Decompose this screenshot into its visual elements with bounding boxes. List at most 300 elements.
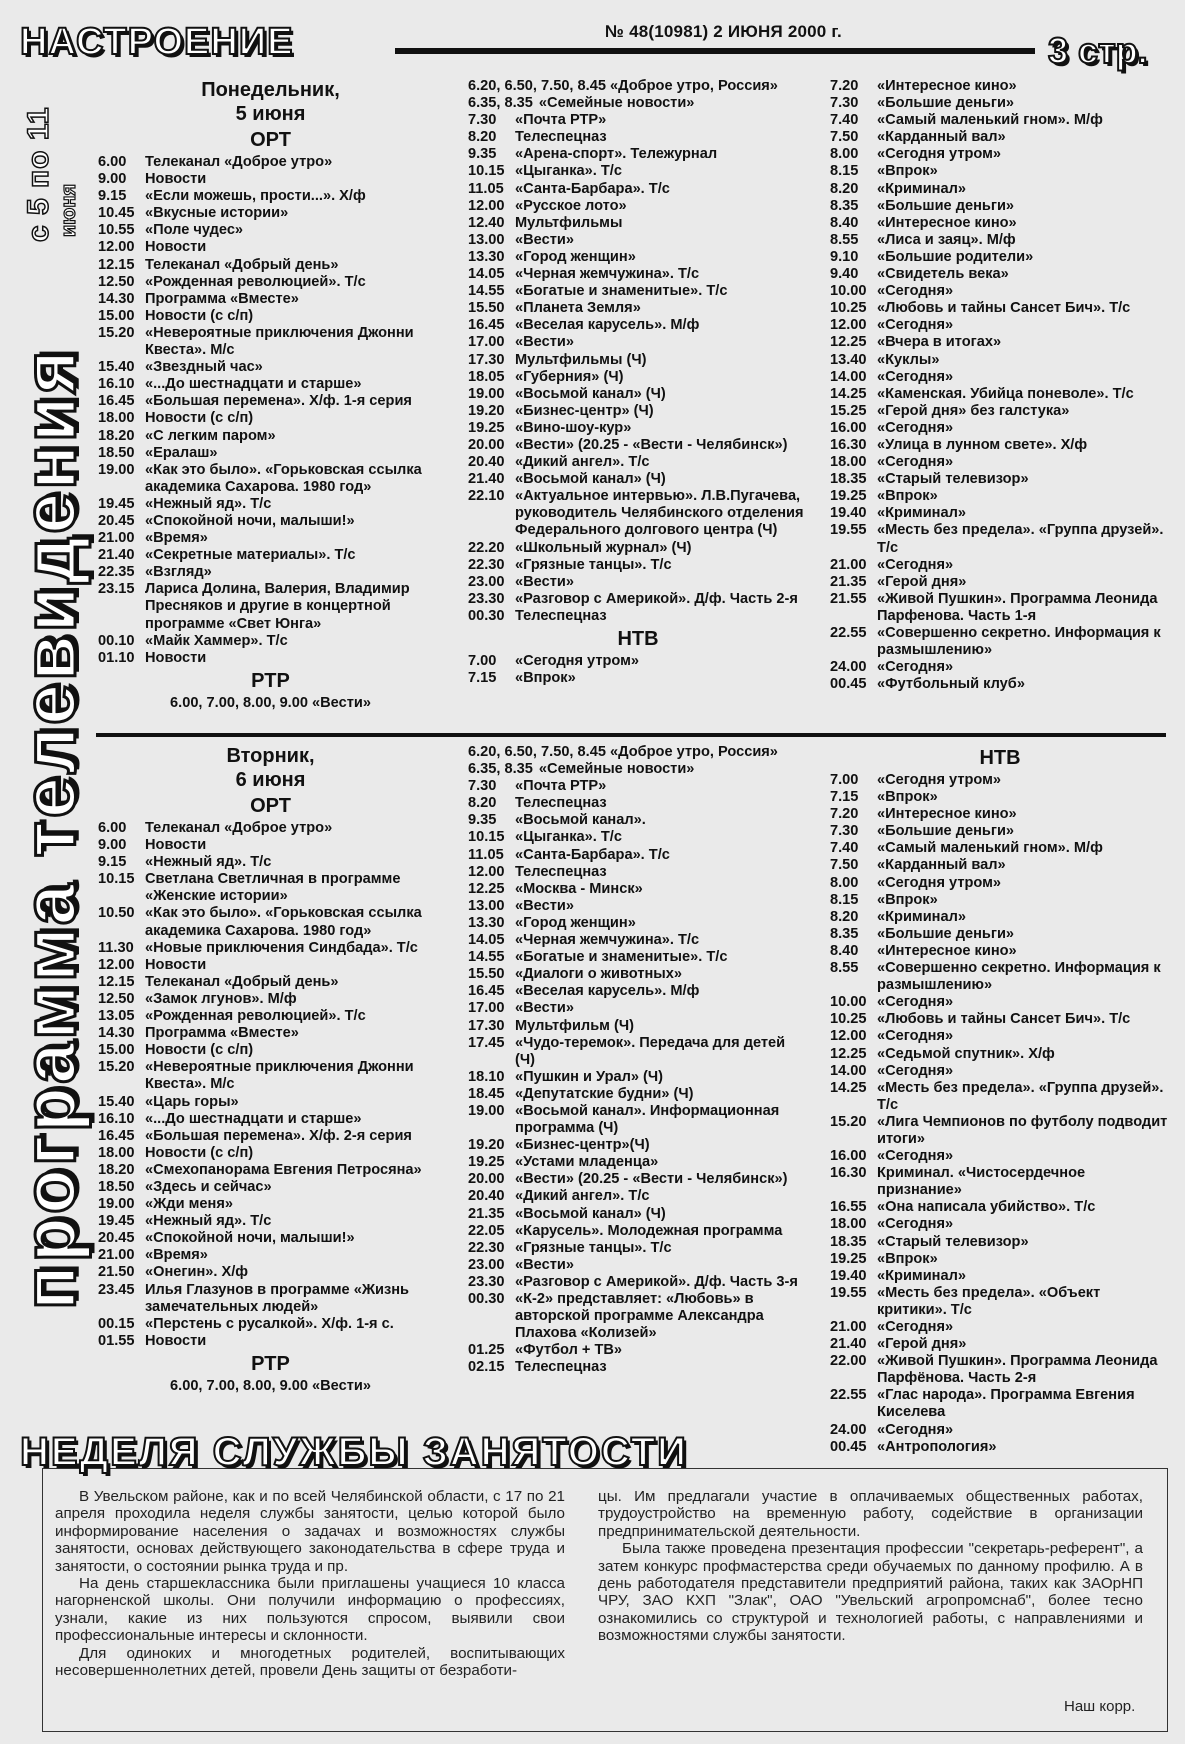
program-entry [468,591,808,608]
program-time: 16.10 [98,376,135,393]
program-title: «Семейные новости» [538,95,695,112]
program-title: «Самый маленький гном». М/ф [877,112,1103,129]
program-title: «Впрок» [877,163,938,180]
program-title: «Месть без предела». «Группа друзей». Т/с [877,522,1164,556]
monday-column-3 [830,78,1170,693]
program-title: «Нежный яд». Т/с [145,495,272,512]
program-entry [830,215,1170,232]
program-title: «Как это было». «Горьковская ссылка академика Сахарова. 1980 год» [145,905,422,939]
program-entry [98,564,443,581]
program-time: 15.50 [468,300,505,317]
program-title: «Губерния» (Ч) [515,368,624,385]
article-paragraph: На день старшеклассника были приглашены учащиеся 10 класса нагорненской школы. Они получили информацию о профессиях, узнали, какие из них пользуются спросом, выявили свои профессиональные интересы и склонности. [55,1575,565,1645]
program-title: «Школьный журнал» (Ч) [515,539,692,556]
program-title: «Карусель». Молодежная программа [515,1222,783,1239]
program-time: 20.45 [98,1230,135,1247]
program-time: 17.00 [468,334,505,351]
program-entry [468,454,808,471]
channel-heading: РТР [251,669,290,692]
program-time: 10.50 [98,905,135,922]
program-title: «Сегодня» [877,659,954,676]
program-title: «Месть без предела». «Группа друзей». Т/с [877,1079,1164,1113]
program-title: «Сегодня» [877,556,954,573]
program-time: 00.30 [468,607,505,624]
program-title: «Санта-Барбара». Т/с [515,846,670,863]
program-entry [98,1196,443,1213]
program-title: «Любовь и тайны Сансет Бич». Т/с [877,1011,1131,1028]
program-title: «Жди меня» [145,1196,233,1213]
side-section-title: программа телевидения [8,347,91,1310]
program-title: «Город женщин» [515,248,636,265]
program-time: 01.25 [468,1342,505,1359]
program-title: «Сегодня» [877,454,954,471]
program-title: «Депутатские будни» (Ч) [515,1085,694,1102]
program-entry [830,1251,1170,1268]
program-entry [830,994,1170,1011]
program-entry [468,1223,808,1240]
article-column-left [55,1488,565,1679]
program-entry [98,308,443,325]
program-entry [468,761,808,778]
program-title: «Майк Хаммер». Т/с [145,632,288,649]
program-title: «Сегодня» [877,283,954,300]
program-entry [98,905,443,939]
program-entry [830,909,1170,926]
program-title: «Она написала убийство». Т/с [877,1199,1096,1216]
program-time: 15.20 [98,324,135,341]
program-entry [830,471,1170,488]
program-title: «Актуальное интервью». Л.В.Пугачева, руководитель Челябинского отделения Федерального долгового центра (Ч) [515,488,804,539]
program-title: «Нежный яд». Т/с [145,1213,272,1230]
program-entry [98,650,443,667]
program-title: «Совершенно секретно. Информация к размышлению» [877,625,1161,659]
program-entry [830,875,1170,892]
program-time: 19.45 [98,1213,135,1230]
program-title: «Звездный час» [145,359,263,376]
program-title: «Футбол + ТВ» [515,1342,623,1359]
program-title: «Живой Пушкин». Программа Леонида Парфёнова. Часть 2-я [877,1353,1158,1387]
program-entry [468,300,808,317]
program-entry [98,188,443,205]
program-title: «Сегодня» [877,419,954,436]
program-entry [468,1257,808,1274]
program-time: 18.20 [98,1161,135,1178]
program-time: 23.30 [468,590,505,607]
program-entry [468,1000,808,1017]
program-time: 21.00 [98,1247,135,1264]
program-time: 18.00 [98,1144,135,1161]
program-entry [830,129,1170,146]
program-title: «Сегодня» [877,317,954,334]
program-time: 12.50 [98,990,135,1007]
program-list [98,820,443,1350]
program-title: «Сегодня утром» [877,772,1002,788]
program-time: 6.35, 8.35 [468,95,533,112]
program-time: 00.45 [830,676,867,693]
program-entry [468,1240,808,1257]
program-entry [830,676,1170,693]
program-entry [830,659,1170,676]
program-title: «Свидетель века» [877,266,1009,283]
article-paragraph: Для одиноких и многодетных родителей, воспитывающих несовершеннолетних детей, провели День защиты от безработи- [55,1644,565,1680]
program-time: 21.50 [98,1264,135,1281]
program-title: «Криминал» [877,505,966,522]
program-entry [468,1291,808,1342]
program-time: 10.15 [468,163,505,180]
program-title: «Бизнес-центр» (Ч) [515,402,654,419]
program-title: «Совершенно секретно. Информация к размышлению» [877,960,1161,994]
program-entry [830,437,1170,454]
program-entry [468,198,808,215]
program-time: 00.45 [830,1438,867,1455]
program-time: 8.15 [830,163,859,180]
program-entry [468,812,808,829]
program-title: «Криминал» [877,908,966,925]
program-entry [98,820,443,837]
program-time: 8.20 [830,908,859,925]
program-entry [468,249,808,266]
program-title: Новости [145,1332,207,1349]
program-title: «Живой Пушкин». Программа Леонида Парфенова. Часть 1-я [877,590,1158,624]
program-title: «Смехопанорама Евгения Петросяна» [145,1161,422,1178]
section-divider [96,733,1166,737]
program-time: 20.45 [98,512,135,529]
program-entry [468,437,808,454]
program-entry [468,608,808,625]
program-time: 19.00 [98,461,135,478]
program-time: 14.25 [830,385,867,402]
program-time: 11.30 [98,939,134,956]
program-entry [468,1154,808,1171]
program-time: 18.50 [98,444,135,461]
program-entry [468,1103,808,1137]
program-title: «Впрок» [877,488,938,505]
program-entry [468,266,808,283]
program-title: «Вести» [515,231,574,248]
program-entry [98,991,443,1008]
program-time: 19.55 [830,522,867,539]
program-entry [830,1063,1170,1080]
program-entry [830,146,1170,163]
program-time: 15.20 [830,1113,867,1130]
program-entry [830,1148,1170,1165]
program-time: 14.25 [830,1079,867,1096]
program-entry [468,181,808,198]
program-entry [830,522,1170,556]
program-entry [830,454,1170,471]
program-time: 7.00 [468,653,497,669]
article-paragraph: В Увельском районе, как и по всей Челябинской области, с 17 по 21 апреля проходила неделя службы занятости, целью которой было информирование населения о задачах и возможностях службы занятости, основах действующего законодательства в сфере труда и занятости, о состоянии рынка труда и пр. [55,1488,565,1575]
program-title: «Устами младенца» [515,1154,659,1171]
program-title: «С легким паром» [145,427,276,444]
program-time: 18.35 [830,1233,867,1250]
program-entry [98,957,443,974]
program-title: Новости (с с/п) [145,307,254,324]
program-entry [98,633,443,650]
program-time: 00.15 [98,1315,135,1332]
program-entry [468,1188,808,1205]
program-time: 8.00 [830,146,859,163]
day-name: Понедельник, [201,79,340,101]
program-time: 19.00 [468,385,505,402]
program-entry [98,1111,443,1128]
program-time: 21.00 [830,556,867,573]
program-time: 14.55 [468,949,505,966]
program-title: Телеканал «Добрый день» [145,973,339,990]
program-title: «Криминал» [877,1267,966,1284]
program-list [830,78,1170,693]
program-time: 18.00 [830,1216,867,1233]
program-title: «Замок лгунов». М/ф [145,990,297,1007]
program-time: 10.55 [98,222,135,239]
program-title: «Сегодня» [877,1028,954,1045]
program-time: 16.30 [830,436,867,453]
program-entry [830,823,1170,840]
program-time: 01.55 [98,1332,135,1349]
program-time: 15.50 [468,966,505,983]
program-title: Телеспецназ [515,863,607,880]
program-time: 14.00 [830,1062,867,1079]
program-time: 9.35 [468,146,497,163]
program-time: 21.40 [830,1336,867,1353]
program-entry [830,840,1170,857]
program-time: 13.00 [468,231,505,248]
program-entry [468,670,808,687]
program-time: 23.30 [468,1273,505,1290]
program-title: «Большие деньги» [877,823,1015,840]
program-title: Мультфильмы [515,214,623,231]
program-entry [830,1268,1170,1285]
program-title: «Богатые и знаменитые». Т/с [515,283,728,300]
program-entry [468,1137,808,1154]
program-title: «Дикий ангел». Т/с [515,454,650,471]
program-list [468,95,808,625]
program-entry [98,1128,443,1145]
side-dates [22,82,80,242]
program-title: «Интересное кино» [877,806,1017,823]
program-time: 21.35 [830,573,867,590]
article-title: НЕДЕЛЯ СЛУЖБЫ ЗАНЯТОСТИ [20,1430,688,1474]
program-title: «Восьмой канал» (Ч) [515,1205,666,1222]
program-time: 9.35 [468,812,497,829]
program-time: 11.05 [468,180,504,197]
program-time: 9.00 [98,837,127,854]
program-list [468,653,808,687]
program-entry [468,949,808,966]
program-entry [98,871,443,905]
program-title: Новости (с с/п) [145,1144,254,1161]
program-title: «Вести» [515,573,574,590]
program-entry [830,892,1170,909]
program-time: 8.20 [468,795,497,812]
program-time: 10.00 [830,994,867,1011]
program-time: 22.20 [468,539,505,556]
program-entry [98,462,443,496]
program-entry [468,898,808,915]
channel-heading: ОРТ [250,129,291,151]
program-title: «Цыганка». Т/с [515,829,622,846]
monday-column-2 [468,78,808,687]
program-entry [830,1353,1170,1387]
program-entry [468,403,808,420]
program-time: 17.30 [468,1017,505,1034]
program-title: «Город женщин» [515,914,636,931]
program-time: 14.55 [468,283,505,300]
program-time: 19.20 [468,1137,505,1154]
program-time: 12.00 [98,239,135,256]
program-entry [468,471,808,488]
masthead: НАСТРОЕНИЕ [20,21,294,63]
program-entry [98,222,443,239]
program-time: 18.35 [830,471,867,488]
program-entry [98,1264,443,1281]
program-time: 7.40 [830,112,859,129]
program-entry [830,591,1170,625]
program-entry [98,393,443,410]
program-time: 19.25 [830,488,867,505]
program-title: «Дикий ангел». Т/с [515,1188,650,1205]
day-date: 5 июня [235,103,306,125]
program-title: Телеспецназ [515,795,607,812]
program-title: «Карданный вал» [877,857,1006,874]
program-title: «Планета Земля» [515,300,641,317]
program-title: «Большие деньги» [877,197,1015,214]
program-time: 20.00 [468,436,505,453]
program-entry [468,129,808,146]
program-title: «Москва - Минск» [515,880,643,897]
program-time: 10.25 [830,1011,867,1028]
program-title: «Как это было». «Горьковская ссылка академика Сахарова. 1980 год» [145,461,422,495]
program-time: 15.20 [98,1059,135,1076]
program-entry [830,317,1170,334]
program-entry [98,359,443,376]
program-title: «...До шестнадцати и старше» [145,376,362,393]
program-time: 6.00 [98,820,127,836]
program-entry [98,205,443,222]
program-title: «Невероятные приключения Джонни Квеста». М/с [145,1059,414,1093]
program-title: «Сегодня» [877,1216,954,1233]
program-title: «Вести» [515,334,574,351]
program-entry [830,232,1170,249]
program-title: «Герой дня» без галстука» [877,402,1070,419]
program-title: «Восьмой канал». [515,812,646,829]
program-title: «Карданный вал» [877,129,1006,146]
program-title: «Любовь и тайны Сансет Бич». Т/с [877,300,1131,317]
program-title: «Черная жемчужина». Т/с [515,266,700,283]
program-entry [830,266,1170,283]
article-paragraph: цы. Им предлагали участие в оплачиваемых общественных работах, трудоустройство на временную работу, содействие в организации предпринимательской деятельности. [598,1488,1143,1540]
program-title: Телеспецназ [515,607,607,624]
program-title: «Веселая карусель». М/ф [515,983,700,1000]
program-title: «Грязные танцы». Т/с [515,556,672,573]
program-title: «Большие родители» [877,248,1034,265]
program-entry [468,1069,808,1086]
program-title: «Сегодня» [877,1421,954,1438]
program-entry [468,795,808,812]
program-time: 7.50 [830,857,859,874]
program-entry [468,1086,808,1103]
program-title: «Спокойной ночи, малыши!» [145,512,355,529]
program-time: 22.55 [830,625,867,641]
program-title: «Куклы» [877,351,940,368]
program-entry: 6.20, 6.50, 7.50, 8.45 «Доброе утро, Россия» [468,78,778,94]
program-time: 22.30 [468,556,505,573]
program-entry [98,547,443,564]
program-title: «Сегодня» [877,994,954,1011]
program-entry [98,1025,443,1042]
program-time: 02.15 [468,1359,505,1376]
program-title: «Спокойной ночи, малыши!» [145,1230,355,1247]
tuesday-column-3 [830,744,1170,1456]
program-time: 12.25 [830,334,867,351]
program-title: Программа «Вместе» [145,290,299,307]
program-title: «Месть без предела». «Объект критики». Т/с [877,1284,1101,1318]
day-date: 6 июня [235,769,306,791]
program-title: «Рожденная революцией». Т/с [145,273,366,290]
program-entry [468,1274,808,1291]
program-time: 24.00 [830,1421,867,1438]
issue-line: № 48(10981) 2 ИЮНЯ 2000 г. [605,22,842,41]
program-time: 18.20 [98,427,135,444]
program-entry [98,1333,443,1350]
program-entry [468,488,808,539]
program-title: «Восьмой канал» (Ч) [515,385,666,402]
program-title: Светлана Светличная в программе «Женские истории» [145,871,401,905]
program-time: 8.20 [830,180,859,197]
program-title: Телеспецназ [515,1359,607,1376]
program-title: Телеканал «Добрый день» [145,256,339,273]
program-entry [98,1008,443,1025]
program-time: 19.45 [98,495,135,512]
program-title: «Взгляд» [145,564,212,581]
program-title: «Интересное кино» [877,214,1017,231]
program-entry [830,198,1170,215]
program-title: «Герой дня» [877,573,967,590]
program-title: «Впрок» [877,1250,938,1267]
program-time: 15.00 [98,307,135,324]
program-entry [830,488,1170,505]
program-time: 15.00 [98,1042,135,1059]
program-entry [98,274,443,291]
program-entry [98,291,443,308]
program-time: 17.30 [468,351,505,368]
program-title: «Седьмой спутник». Х/ф [877,1045,1055,1062]
program-title: «Вино-шоу-кур» [515,419,632,436]
program-title: «Восьмой канал» (Ч) [515,471,666,488]
program-entry [830,1285,1170,1319]
program-time: 19.40 [830,505,867,522]
program-time: 10.15 [98,871,135,888]
program-entry [98,1179,443,1196]
program-title: «Онегин». Х/ф [145,1264,249,1281]
program-time: 21.00 [830,1319,867,1335]
day-name: Вторник, [226,745,315,767]
program-time: 8.20 [468,129,497,146]
program-title: «Сегодня утром» [877,146,1002,163]
program-time: 12.00 [468,863,505,880]
program-entry [468,915,808,932]
channel-heading: РТР [251,1352,290,1375]
program-time: 14.05 [468,932,505,949]
program-list [830,772,1170,1456]
program-time: 19.20 [468,402,505,419]
program-time: 19.25 [468,419,505,436]
program-time: 12.15 [98,256,135,273]
program-entry [830,1422,1170,1439]
program-title: «Большая перемена». Х/ф. 2-я серия [145,1127,412,1144]
program-time: 8.35 [830,925,859,942]
program-entry [830,1199,1170,1216]
